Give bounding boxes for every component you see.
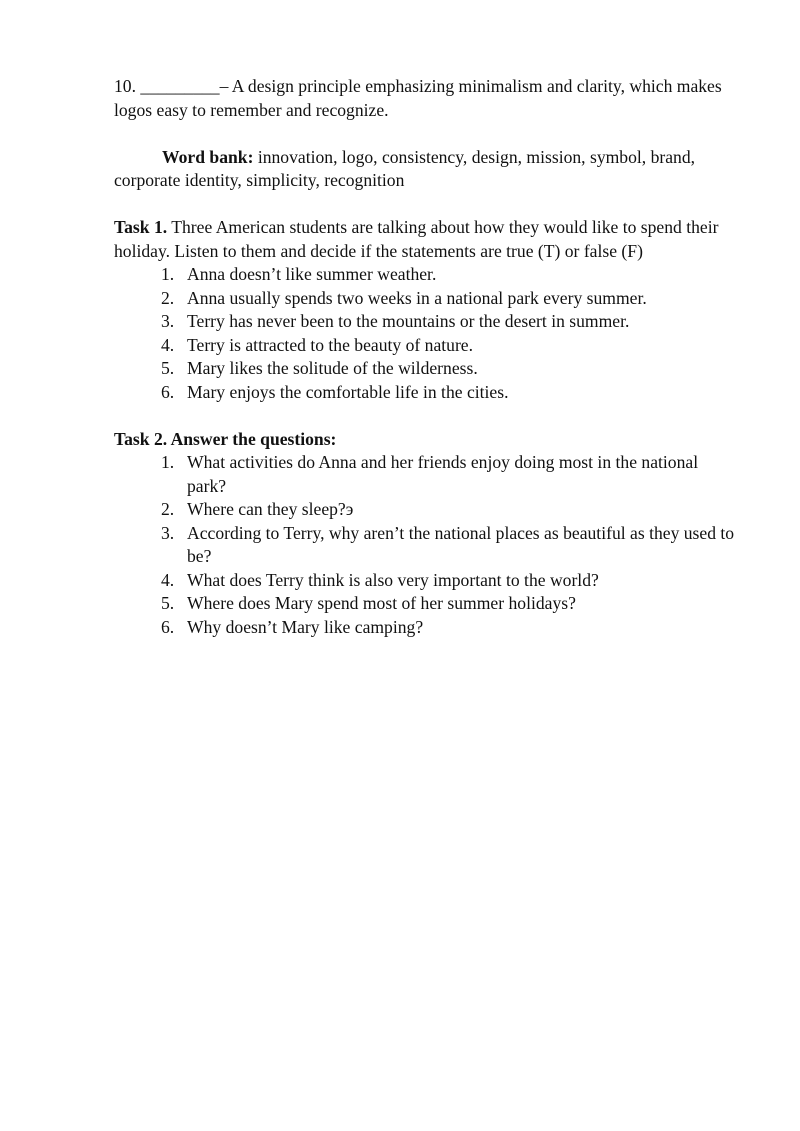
task-1-section xyxy=(114,216,739,404)
task-2-heading xyxy=(114,428,739,452)
document-page xyxy=(114,75,739,663)
list-number: 6. xyxy=(161,381,175,402)
list-text: Anna usually spends two weeks in a national park every summer. xyxy=(187,287,647,308)
list-text: Where does Mary spend most of her summer holidays? xyxy=(187,593,576,613)
word-bank xyxy=(114,146,739,193)
list-item xyxy=(114,334,739,358)
list-number: 1. xyxy=(161,264,175,284)
list-text: Where can they sleep?э xyxy=(187,499,354,519)
list-number: 3. xyxy=(161,311,175,331)
list-item xyxy=(114,569,739,593)
list-item xyxy=(114,522,739,569)
task-1-instruction xyxy=(114,216,739,263)
list-text: Terry has never been to the mountains or the desert in summer. xyxy=(187,311,630,331)
list-item xyxy=(114,592,739,616)
list-number: 4. xyxy=(161,334,175,355)
list-item xyxy=(114,287,739,311)
task-2-label: Task 2. Answer the questions: xyxy=(114,428,337,449)
list-number: 3. xyxy=(161,522,175,543)
item-number: 10. xyxy=(114,76,136,96)
list-text: According to Terry, why aren’t the national places as beautiful as they used to be? xyxy=(187,522,735,566)
list-item xyxy=(114,498,739,522)
list-item xyxy=(114,310,739,334)
list-number: 1. xyxy=(161,452,175,472)
list-number: 5. xyxy=(161,593,175,613)
answer-blank: _________ xyxy=(140,76,220,96)
word-bank-words: innovation, logo, consistency, design, mission, symbol, brand, corporate identity, simplicity, recognition xyxy=(114,146,696,190)
list-item xyxy=(114,357,739,381)
list-text: What activities do Anna and her friends enjoy doing most in the national park? xyxy=(187,452,699,496)
list-text: Terry is attracted to the beauty of nature. xyxy=(187,334,474,355)
list-number: 6. xyxy=(161,616,175,637)
task-1-statement-list xyxy=(114,263,739,404)
list-item xyxy=(114,381,739,405)
item-definition: – A design principle emphasizing minimalism and clarity, which makes logos easy to remember and recognize. xyxy=(114,76,722,120)
list-number: 5. xyxy=(161,358,175,378)
word-bank-label: Word bank: xyxy=(162,146,254,167)
task-1-instruction-text: Three American students are talking about how they would like to spend their holiday. Listen to them and decide if the statements are true (T) or false (F) xyxy=(114,217,719,261)
vocab-item-10 xyxy=(114,75,739,122)
list-text: Mary likes the solitude of the wilderness. xyxy=(187,358,478,378)
task-2-question-list xyxy=(114,451,739,639)
task-1-label: Task 1. xyxy=(114,217,168,237)
list-text: Why doesn’t Mary like camping? xyxy=(187,616,424,637)
task-2-section xyxy=(114,428,739,640)
list-item xyxy=(114,263,739,287)
list-text: Anna doesn’t like summer weather. xyxy=(187,264,437,284)
list-item xyxy=(114,616,739,640)
list-number: 4. xyxy=(161,569,175,590)
list-number: 2. xyxy=(161,499,175,519)
list-text: Mary enjoys the comfortable life in the cities. xyxy=(187,381,509,402)
list-item xyxy=(114,451,739,498)
list-number: 2. xyxy=(161,287,175,308)
list-text: What does Terry think is also very important to the world? xyxy=(187,569,599,590)
